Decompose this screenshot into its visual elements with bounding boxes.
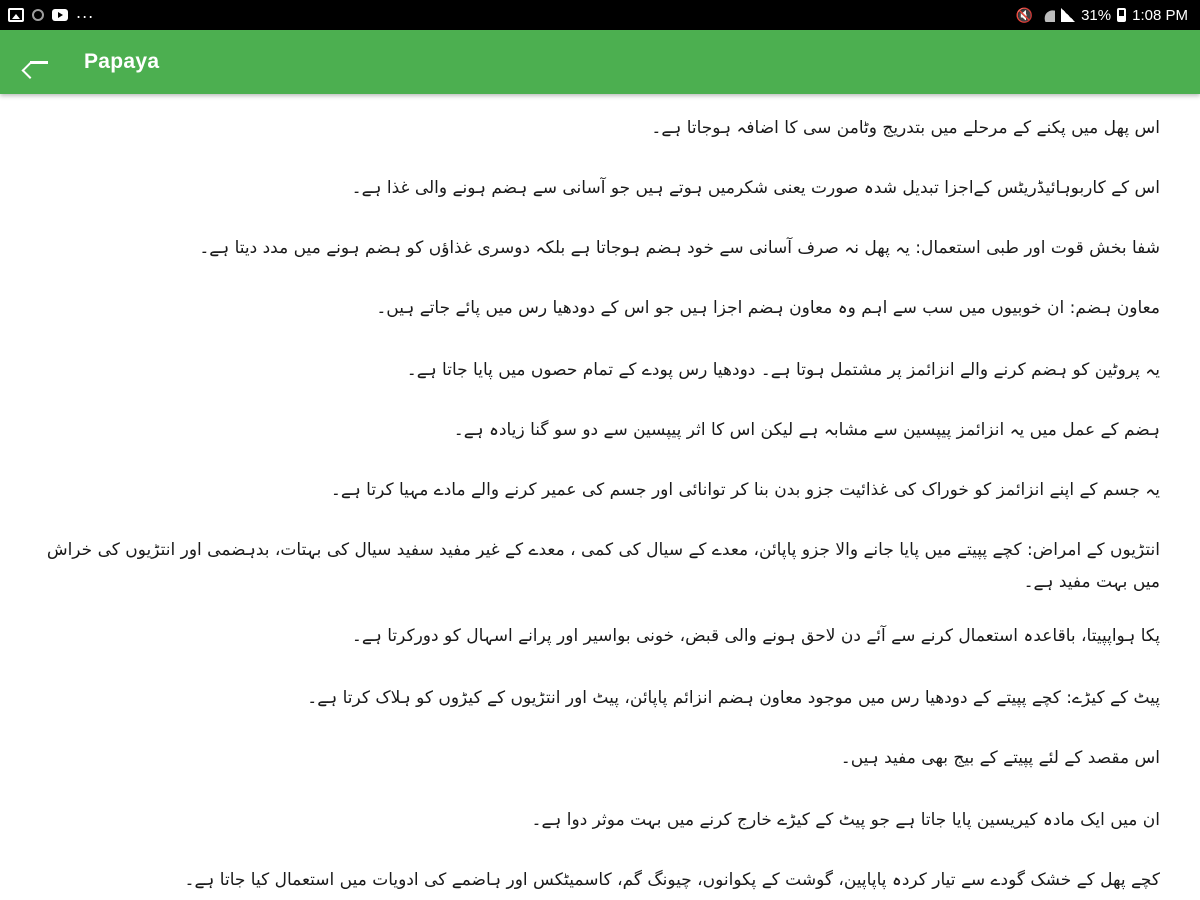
- paragraph: اس کے کاربوہائیڈریٹس کےاجزا تبدیل شدہ صورت یعنی شکرمیں ہوتے ہیں جو آسانی سے ہضم ہونے والی غذا ہے۔: [351, 178, 1160, 198]
- app-bar: [0, 30, 1200, 94]
- back-button[interactable]: [14, 38, 62, 86]
- mute-icon: 🔇: [1015, 6, 1034, 23]
- paragraph: پکا ہواپپیتا، باقاعدہ استعمال کرنے سے آئے دن لاحق ہونے والی قبض، خونی بواسیر اور پرانے اسہال کو دورکرتا ہے۔: [351, 626, 1160, 646]
- signal-icon: [1061, 8, 1075, 22]
- paragraph: انتڑیوں کے امراض: کچے پپیتے میں پایا جانے والا جزو پاپائن، معدے کے سیال کی کمی ، معدے کے غیر مفید سفید سیال کی بہتات، بدہضمی اور انتڑیوں کی خراش میں بہت مفید ہے۔: [46, 540, 1160, 592]
- paragraph: معاون ہضم: ان خوبیوں میں سب سے اہم وہ معاون ہضم اجزا ہیں جو اس کے دودھیا رس میں پائے جاتے ہیں۔: [376, 298, 1160, 318]
- arrow-back-icon: [28, 52, 48, 72]
- notification-dot-icon: [32, 9, 44, 21]
- clock: 1:08 PM: [1132, 6, 1188, 24]
- paragraph: اس پھل میں پکنے کے مرحلے میں بتدریج وٹامن سی کا اضافہ ہوجاتا ہے۔: [651, 118, 1160, 138]
- paragraph: پیٹ کے کیڑے: کچے پپیتے کے دودھیا رس میں موجود معاون ہضم انزائم پاپائن، پیٹ اور انتڑیوں کے کیڑوں کو ہلاک کرتا ہے۔: [307, 688, 1160, 708]
- paragraph: کچے پھل کے خشک گودے سے تیار کردہ پاپاپین، گوشت کے پکوانوں، چیونگ گم، کاسمیٹکس اور ہاضمے کی ادویات میں استعمال کیا جاتا ہے۔: [184, 870, 1160, 890]
- article-content[interactable]: [40, 94, 1160, 900]
- paragraph: ہضم کے عمل میں یہ انزائمز پیپسین سے مشابہ ہے لیکن اس کا اثر پیپسین سے دو سو گنا زیادہ ہے۔: [453, 420, 1160, 440]
- more-notifications: ...: [76, 3, 95, 22]
- youtube-icon: [52, 9, 68, 21]
- paragraph: یہ جسم کے اپنے انزائمز کو خوراک کی غذائیت جزو بدن بنا کر توانائی اور جسم کی عمیر کرنے والے مادے مہیا کرتا ہے۔: [330, 480, 1160, 500]
- paragraph: اس مقصد کے لئے پپیتے کے بیج بھی مفید ہیں۔: [840, 748, 1160, 768]
- status-bar: [0, 0, 1200, 30]
- paragraph: شفا بخش قوت اور طبی استعمال: یہ پھل نہ صرف آسانی سے خود ہضم ہوجاتا ہے بلکہ دوسری غذاؤں کو ہضم ہونے میں مدد دیتا ہے۔: [199, 238, 1160, 258]
- battery-icon: [1117, 8, 1126, 22]
- status-right-icons: [1016, 6, 1188, 24]
- paragraph: ان میں ایک مادہ کیریسین پایا جاتا ہے جو پیٹ کے کیڑے خارج کرنے میں بہت موثر دوا ہے۔: [531, 810, 1160, 830]
- gallery-icon: [8, 8, 24, 22]
- status-left-icons: [8, 3, 95, 24]
- wifi-icon: [1039, 8, 1055, 22]
- paragraph: یہ پروٹین کو ہضم کرنے والے انزائمز پر مشتمل ہوتا ہے۔ دودھیا رس پودے کے تمام حصوں میں پایا جاتا ہے۔: [406, 360, 1160, 380]
- battery-percent: 31%: [1081, 6, 1112, 24]
- page-title: Papaya: [84, 50, 160, 73]
